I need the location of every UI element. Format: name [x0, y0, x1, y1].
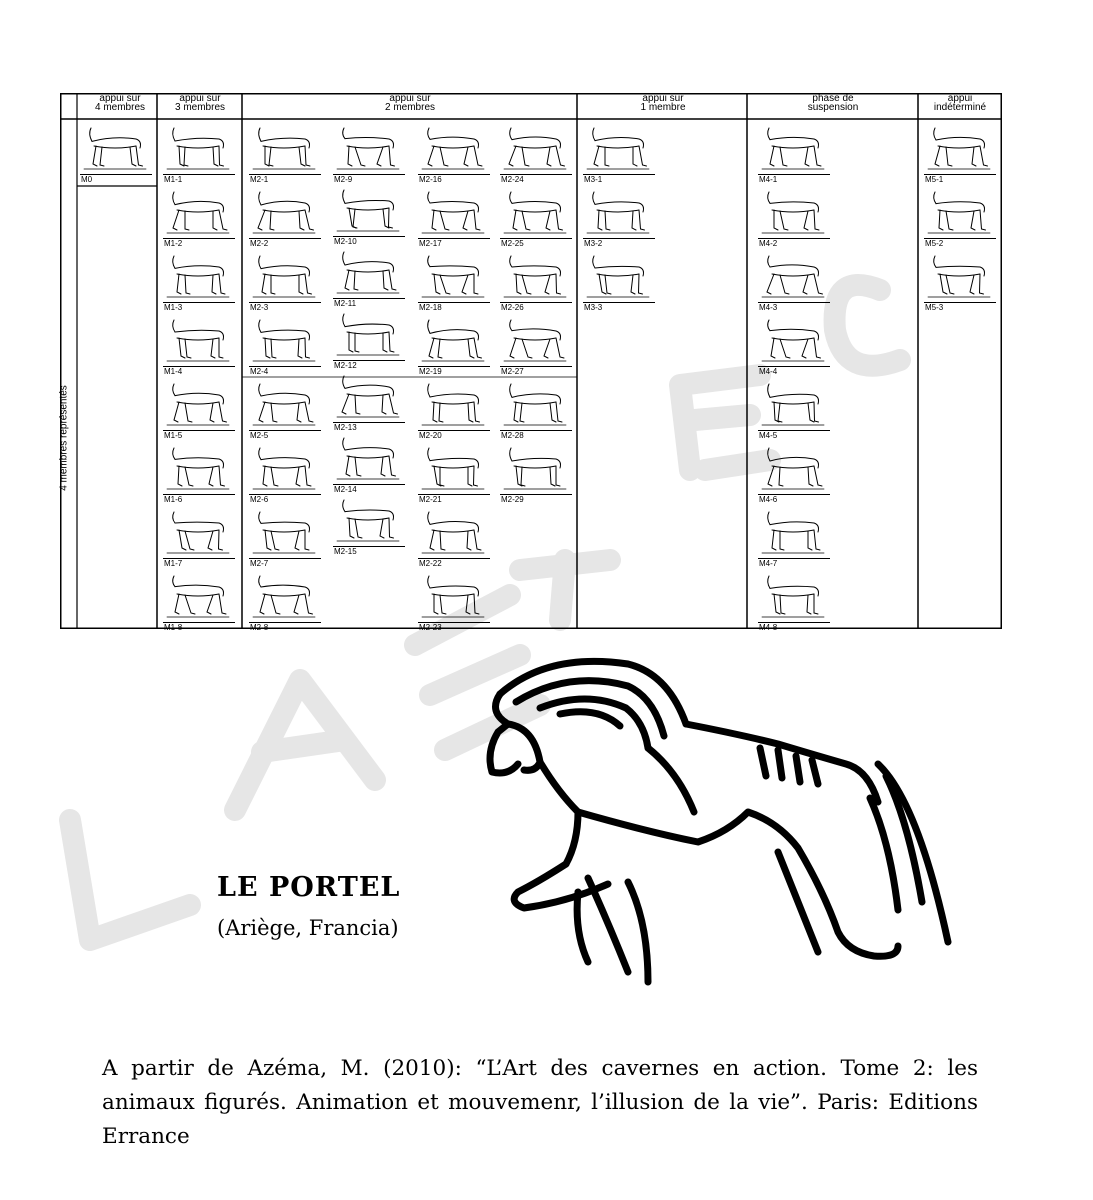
horse-pose-icon — [924, 188, 992, 238]
pose-code: M2-16 — [419, 175, 442, 184]
horse-pose-icon — [500, 380, 568, 430]
horse-pose-icon — [249, 316, 317, 366]
horse-pose-icon — [500, 252, 568, 302]
header-appui-3-membres — [158, 94, 242, 112]
pose-code: M3-2 — [584, 239, 603, 248]
pose-code: M2-9 — [334, 175, 353, 184]
pose-code: M3-1 — [584, 175, 603, 184]
pose-code: M4-6 — [759, 495, 778, 504]
pose-code: M2-13 — [334, 423, 357, 432]
header-appui-2-membres — [242, 94, 578, 112]
pose-code: M4-5 — [759, 431, 778, 440]
horse-pose-icon — [500, 124, 568, 174]
horse-pose-icon — [418, 444, 486, 494]
horse-pose-icon — [249, 444, 317, 494]
header-phase-suspension — [748, 94, 918, 112]
horse-pose-icon — [333, 310, 401, 360]
figure-title: LE PORTEL — [217, 872, 401, 903]
horse-pose-icon — [583, 188, 651, 238]
pose-code: M2-1 — [250, 175, 269, 184]
horse-pose-icon — [333, 434, 401, 484]
figure-subtitle: (Ariège, Francia) — [217, 916, 399, 940]
horse-pose-icon — [924, 252, 992, 302]
pose-code: M2-6 — [250, 495, 269, 504]
horse-pose-icon — [249, 252, 317, 302]
horse-pose-icon — [163, 188, 231, 238]
pose-code: M4-2 — [759, 239, 778, 248]
horse-pose-icon — [333, 496, 401, 546]
horse-pose-icon — [758, 316, 826, 366]
pose-code: M1-7 — [164, 559, 183, 568]
pose-code: M2-29 — [501, 495, 524, 504]
horse-pose-icon — [418, 572, 486, 622]
pose-code: M1-1 — [164, 175, 183, 184]
header-appui-1-membre — [578, 94, 748, 112]
header-text: appui sur 4 membres — [94, 93, 145, 113]
pose-code: M1-8 — [164, 623, 183, 632]
horse-pose-icon — [163, 124, 231, 174]
header-text: appui sur 2 membres — [384, 93, 435, 113]
pose-code: M5-3 — [925, 303, 944, 312]
horse-pose-icon — [163, 380, 231, 430]
pose-code: M2-23 — [419, 623, 442, 632]
horse-pose-icon — [163, 252, 231, 302]
horse-pose-icon — [583, 124, 651, 174]
pose-code: M5-2 — [925, 239, 944, 248]
pose-code: M2-25 — [501, 239, 524, 248]
pose-code: M2-21 — [419, 495, 442, 504]
pose-code: M2-4 — [250, 367, 269, 376]
pose-code: M2-5 — [250, 431, 269, 440]
header-text: appui sur 3 membres — [174, 93, 225, 113]
horse-pose-icon — [758, 252, 826, 302]
pose-code: M2-17 — [419, 239, 442, 248]
pose-code: M4-1 — [759, 175, 778, 184]
pose-code: M4-8 — [759, 623, 778, 632]
horse-pose-icon — [333, 124, 401, 174]
horse-pose-icon — [418, 316, 486, 366]
horse-pose-icon — [249, 508, 317, 558]
horse-pose-icon — [163, 444, 231, 494]
pose-code: M1-3 — [164, 303, 183, 312]
pose-code: M2-3 — [250, 303, 269, 312]
pose-code: M2-15 — [334, 547, 357, 556]
pose-code: M1-4 — [164, 367, 183, 376]
pose-code: M2-12 — [334, 361, 357, 370]
horse-pose-icon — [758, 572, 826, 622]
horse-pose-icon — [333, 372, 401, 422]
pose-code: M2-8 — [250, 623, 269, 632]
header-appui-4-membres — [80, 94, 160, 112]
horse-pose-icon — [758, 124, 826, 174]
horse-pose-icon — [758, 444, 826, 494]
pose-code: M2-18 — [419, 303, 442, 312]
horse-pose-icon — [333, 248, 401, 298]
horse-pose-icon — [500, 316, 568, 366]
horse-pose-icon — [418, 124, 486, 174]
header-text: appui sur 1 membre — [640, 93, 686, 113]
horse-pose-icon — [583, 252, 651, 302]
horse-pose-icon — [163, 508, 231, 558]
pose-code: M2-20 — [419, 431, 442, 440]
horse-pose-icon — [418, 508, 486, 558]
pose-code: M1-2 — [164, 239, 183, 248]
header-text: appui indéterminé — [933, 93, 987, 113]
horse-pose-icon — [163, 316, 231, 366]
pose-code: M3-3 — [584, 303, 603, 312]
horse-pose-icon — [500, 188, 568, 238]
pose-code: M2-28 — [501, 431, 524, 440]
horse-pose-icon — [249, 380, 317, 430]
pose-code: M4-4 — [759, 367, 778, 376]
horse-pose-icon — [418, 380, 486, 430]
horse-pose-icon — [758, 508, 826, 558]
pose-code: M4-3 — [759, 303, 778, 312]
le-portel-horse-drawing — [478, 652, 958, 1012]
pose-code: M4-7 — [759, 559, 778, 568]
pose-code: M2-19 — [419, 367, 442, 376]
horse-pose-icon — [249, 124, 317, 174]
horse-pose-icon — [249, 572, 317, 622]
pose-code: M2-14 — [334, 485, 357, 494]
horse-pose-icon — [80, 124, 148, 174]
horse-pose-icon — [249, 188, 317, 238]
pose-code: M2-10 — [334, 237, 357, 246]
pose-code: M1-6 — [164, 495, 183, 504]
horse-pose-icon — [758, 380, 826, 430]
header-appui-indetermine — [918, 94, 1002, 112]
row-label: 4 membres représentés — [58, 385, 70, 491]
pose-code: M2-22 — [419, 559, 442, 568]
pose-code: M2-11 — [334, 299, 357, 308]
horse-pose-icon — [500, 444, 568, 494]
horse-pose-icon — [333, 186, 401, 236]
horse-pose-icon — [924, 124, 992, 174]
header-text: phase de suspension — [807, 93, 859, 113]
pose-code: M2-2 — [250, 239, 269, 248]
pose-code: M1-5 — [164, 431, 183, 440]
pose-code: M2-26 — [501, 303, 524, 312]
pose-code: M5-1 — [925, 175, 944, 184]
horse-pose-icon — [418, 188, 486, 238]
horse-pose-icon — [163, 572, 231, 622]
pose-code: M2-24 — [501, 175, 524, 184]
pose-code: M2-7 — [250, 559, 269, 568]
pose-code: M0 — [81, 175, 93, 184]
horse-pose-icon — [758, 188, 826, 238]
horse-pose-icon — [418, 252, 486, 302]
pose-code: M2-27 — [501, 367, 524, 376]
citation-text: A partir de Azéma, M. (2010): “L’Art des cavernes en action. Tome 2: les animaux figurés. Animation et mouvemenr, l’illusion de la vie”. Paris: Editions Errance — [102, 1056, 978, 1149]
